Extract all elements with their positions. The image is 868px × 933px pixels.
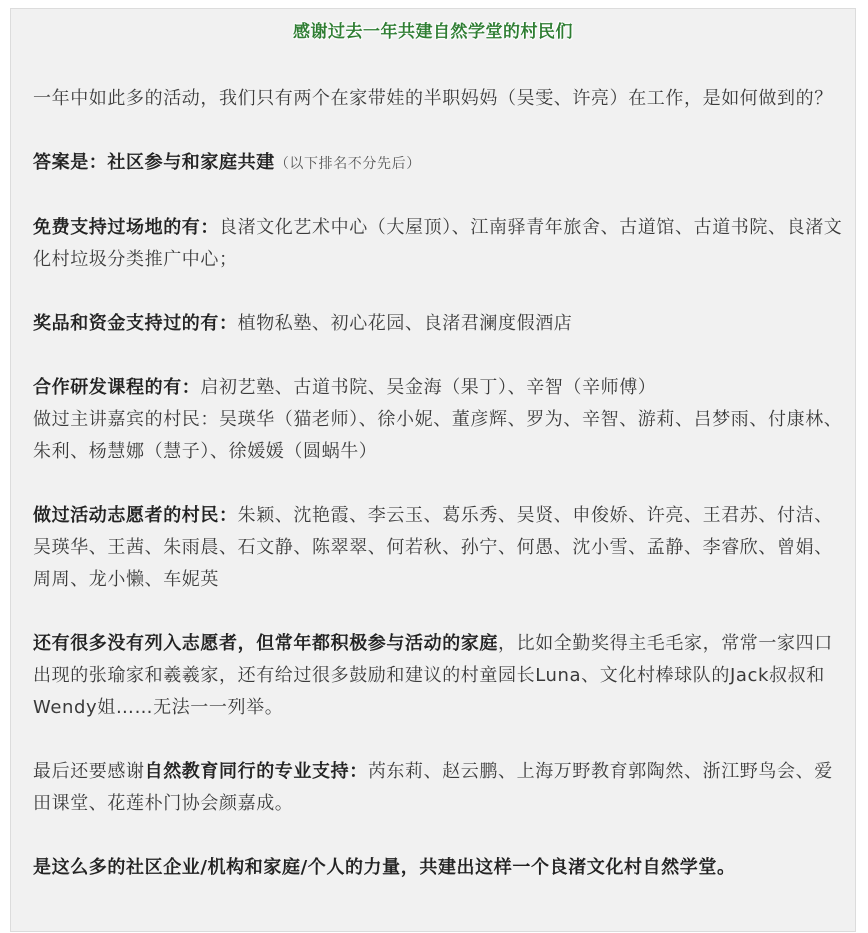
speakers-paragraph: 做过主讲嘉宾的村民：吴瑛华（猫老师）、徐小妮、董彦辉、罗为、辛智、游莉、吕梦雨、付康林、朱利、杨慧娜（慧子）、徐媛媛（圆蜗牛） <box>33 409 843 462</box>
professional-support-pre: 最后还要感谢 <box>33 761 145 782</box>
course-dev-list: 启初艺塾、古道书院、吴金海（果丁）、辛智（辛师傅） <box>200 377 657 398</box>
volunteers-heading: 做过活动志愿者的村民： <box>33 505 238 526</box>
course-dev-paragraph <box>33 372 845 404</box>
answer-paragraph <box>33 147 845 180</box>
article-card <box>10 8 856 932</box>
closing-paragraph: 是这么多的社区企业/机构和家庭/个人的力量，共建出这样一个良渚文化村自然学堂。 <box>33 857 736 878</box>
professional-support-list: 芮东莉、赵云鹏、上海万野教育郭陶然、浙江野鸟会、爱田课堂、花莲朴门协会颜嘉成。 <box>33 761 833 814</box>
answer-heading: 答案是：社区参与和家庭共建 <box>33 152 275 173</box>
prize-support-list: 植物私塾、初心花园、良渚君澜度假酒店 <box>237 313 573 334</box>
answer-note: （以下排名不分先后） <box>274 156 421 172</box>
professional-support-heading: 自然教育同行的专业支持： <box>144 761 368 782</box>
article-body <box>33 83 845 916</box>
volunteers-paragraph <box>33 500 845 596</box>
families-text: ，比如全勤奖得主毛毛家，常常一家四口出现的张瑜家和羲羲家，还有给过很多鼓励和建议的村童园长Luna、文化村棒球队的Jack叔叔和Wendy姐……无法一一列举。 <box>33 633 833 718</box>
prize-support-heading: 奖品和资金支持过的有： <box>33 313 238 334</box>
prize-support-paragraph <box>33 308 845 340</box>
professional-support-paragraph <box>33 756 845 820</box>
volunteers-list: 朱颖、沈艳霞、李云玉、葛乐秀、吴贤、申俊娇、许亮、王君苏、付洁、吴瑛华、王茜、朱雨晨、石文静、陈翠翠、何若秋、孙宁、何愚、沈小雪、孟静、李睿欣、曾娟、周周、龙小懒、车妮英 <box>33 505 833 590</box>
course-dev-heading: 合作研发课程的有： <box>33 377 201 398</box>
families-heading: 还有很多没有列入志愿者，但常年都积极参与活动的家庭 <box>33 633 498 654</box>
venue-support-list: 良渚文化艺术中心（大屋顶）、江南驿青年旅舍、古道馆、古道书院、良渚文化村垃圾分类推广中心； <box>33 217 843 270</box>
venue-support-heading: 免费支持过场地的有： <box>33 217 219 238</box>
venue-support-paragraph <box>33 212 845 276</box>
article-title: 感谢过去一年共建自然学堂的村民们 <box>293 22 573 42</box>
families-paragraph <box>33 628 845 724</box>
intro-paragraph: 一年中如此多的活动，我们只有两个在家带娃的半职妈妈（吴雯、许亮）在工作，是如何做到的？ <box>33 88 833 109</box>
